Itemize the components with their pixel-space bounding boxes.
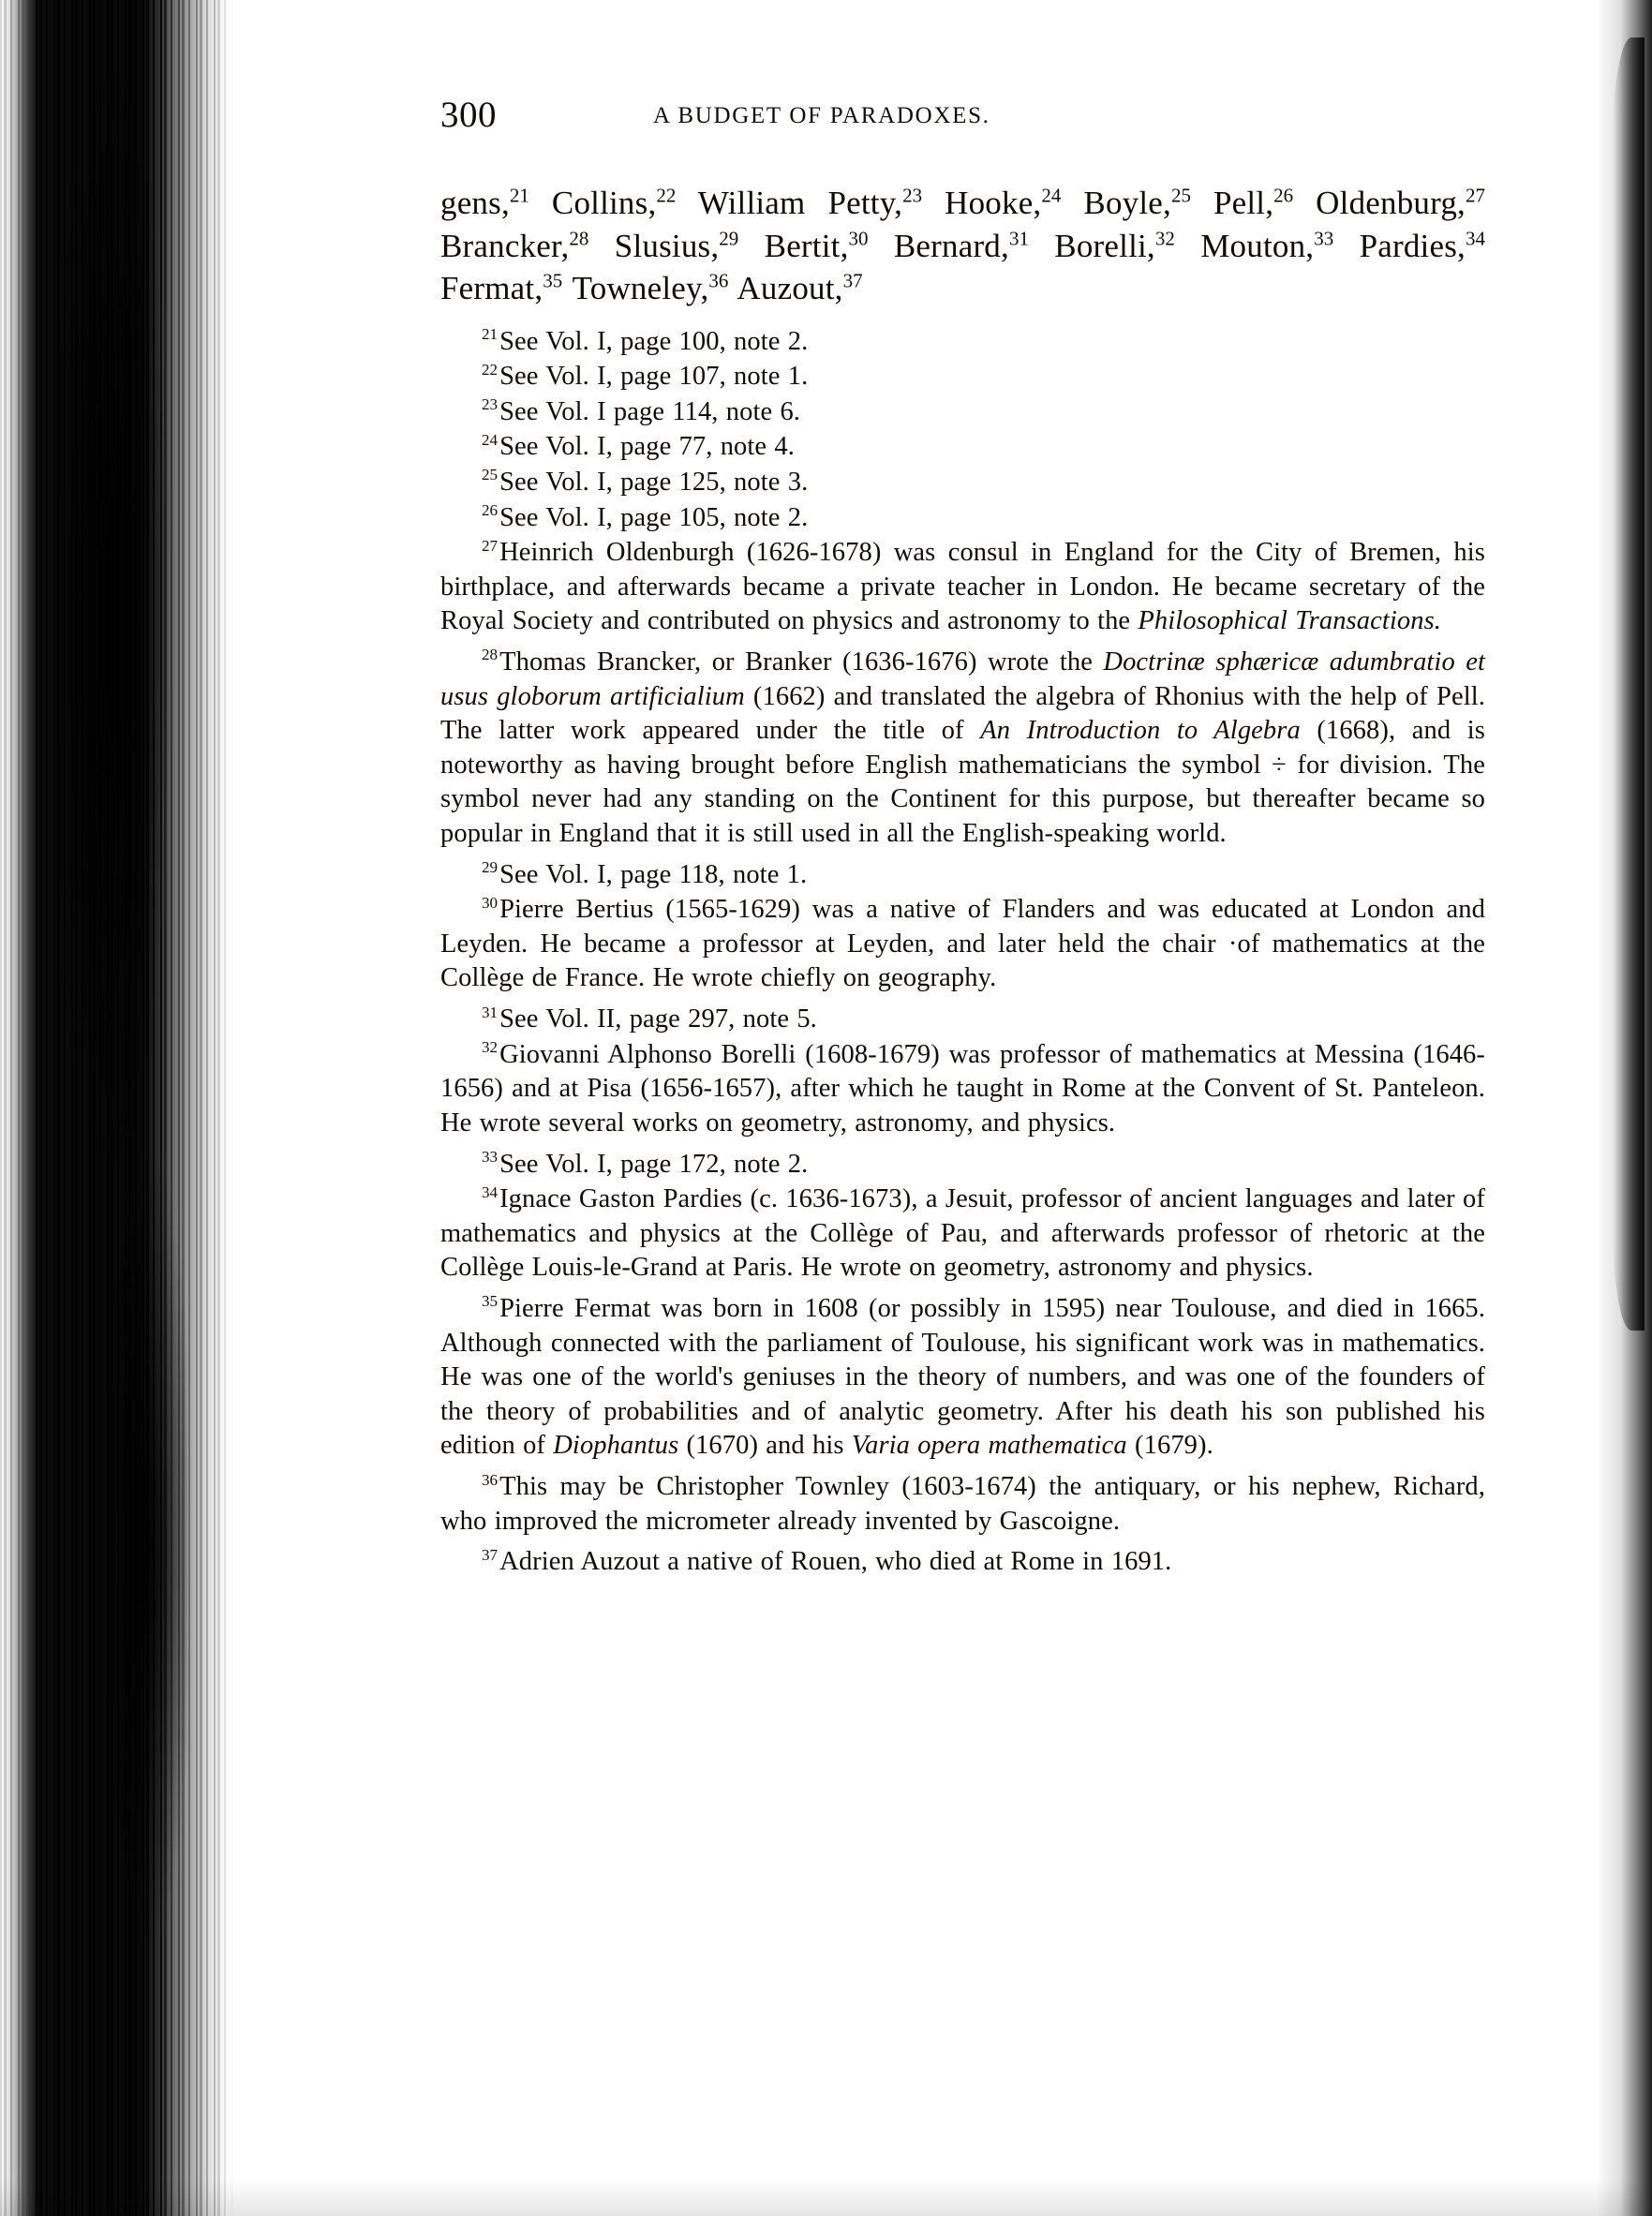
footnote-37: $^{37}$Adrien Auzout a native of Rouen, who died at Rome in 1691.	[482, 1545, 1172, 1577]
footnote-33: $^{33}$See Vol. I, page 172, note 2.	[482, 1148, 809, 1179]
page-content	[440, 90, 1485, 1581]
footnote-marker: 36	[482, 1470, 499, 1489]
page-number: 300	[440, 95, 497, 135]
footnote-27: $^{27}$Heinrich Oldenburgh (1626-1678) was consul in England for the City of Bremen, his birthplace, and afterwards became a private teacher in London. He became secretary of the Royal Society and contributed on physics and astronomy to the Philosophical Transactions.	[440, 536, 1485, 636]
scan-bottom-shadow	[0, 2179, 1652, 2216]
footnote-22: $^{22}$See Vol. I, page 107, note 1.	[482, 360, 809, 392]
footnote-32: $^{32}$Giovanni Alphonso Borelli (1608-1679) was professor of mathematics at Messina (1646-1656) and at Pisa (1656-1657), after which he taught in Rome at the Convent of St. Panteleon. He wrote several works on geometry, astronomy, and physics.	[440, 1038, 1485, 1138]
footnote-marker: 24	[482, 430, 499, 449]
footnote-marker: 31	[482, 1003, 499, 1021]
footnote-marker: 33	[482, 1148, 499, 1167]
footnote-25: $^{25}$See Vol. I, page 125, note 3.	[482, 466, 809, 497]
footnote-36: $^{36}$This may be Christopher Townley (1603-1674) the antiquary, or his nephew, Richard, who improved the micrometer already invented by Gascoigne.	[440, 1470, 1485, 1536]
footnote-marker: 27	[482, 536, 499, 555]
scan-page-curl-shadow	[1613, 37, 1645, 1331]
footnote-24: $^{24}$See Vol. I, page 77, note 4.	[482, 430, 795, 462]
footnote-23: $^{23}$See Vol. I page 114, note 6.	[482, 395, 801, 426]
footnote-marker: 32	[482, 1038, 499, 1057]
footnotes-list	[440, 325, 1485, 1580]
footnote-marker: 28	[482, 646, 499, 664]
book-running-title: A BUDGET OF PARADOXES.	[653, 103, 990, 128]
footnote-30: $^{30}$Pierre Bertius (1565-1629) was a native of Flanders and was educated at London and Leyden. He became a professor at Leyden, and later held the chair ·of mathematics at the Collège de France. He wrote chiefly on geography.	[440, 893, 1485, 993]
footnote-31: $^{31}$See Vol. II, page 297, note 5.	[482, 1003, 817, 1034]
footnote-34: $^{34}$Ignace Gaston Pardies (c. 1636-1673), a Jesuit, professor of ancient languages and later of mathematics and physics at the Collège of Pau, and afterwards professor of rhetoric at the Collège Louis-le-Grand at Paris. He wrote on geometry, astronomy and physics.	[440, 1182, 1485, 1283]
footnote-marker: 26	[482, 501, 499, 520]
footnote-marker: 35	[482, 1292, 499, 1311]
footnote-marker: 30	[482, 893, 499, 912]
footnote-marker: 21	[482, 325, 499, 343]
footnote-marker: 34	[482, 1182, 499, 1201]
footnote-28: $^{28}$Thomas Brancker, or Branker (1636-1676) wrote the Doctrinæ sphæricæ adumbratio et usus globorum artificialium (1662) and translated the algebra of Rhonius with the help of Pell. The latter work appeared under the title of An Introduction to Algebra (1668), and is noteworthy as having brought before English mathematicians the symbol ÷ for division. The symbol never had any standing on the Continent for this purpose, but thereafter became so popular in England that it is still used in all the English-speaking world.	[440, 646, 1486, 849]
footnote-marker: 37	[482, 1545, 499, 1564]
scan-right-edge-shadow	[1596, 0, 1652, 2216]
footnote-21: $^{21}$See Vol. I, page 100, note 2.	[482, 325, 809, 356]
body-paragraph: gens,$^{21}$ Collins,$^{22}$ William Petty,$^{23}$ Hooke,$^{24}$ Boyle,$^{25}$ Pell,$^{26}$ Oldenburg,$^{27}$ Brancker,$^{28}$ Slusius,$^{29}$ Bertit,$^{30}$ Bernard,$^{31}$ Borelli,$^{32}$ Mouton,$^{33}$ Pardies,$^{34}$ Fermat,$^{35}$ Towneley,$^{36}$ Auzout,$^{37}$	[440, 184, 1485, 306]
footnote-26: $^{26}$See Vol. I, page 105, note 2.	[482, 501, 809, 532]
footnote-marker: 29	[482, 858, 499, 877]
footnote-marker: 23	[482, 395, 499, 414]
footnote-29: $^{29}$See Vol. I, page 118, note 1.	[482, 858, 808, 889]
scan-gutter-blotch	[56, 0, 187, 2061]
footnote-marker: 22	[482, 360, 499, 379]
running-head	[440, 90, 1485, 144]
footnote-35: $^{35}$Pierre Fermat was born in 1608 (or possibly in 1595) near Toulouse, and died in 1665. Although connected with the parliament of Toulouse, his significant work was in mathematics. He was one of the world's geniuses in the theory of numbers, and was one of the founders of the theory of probabilities and of analytic geometry. After his death his son published his edition of Diophantus (1670) and his Varia opera mathematica (1679).	[440, 1292, 1485, 1461]
footnote-marker: 25	[482, 466, 499, 484]
scan-gutter-artifact	[0, 0, 234, 2216]
